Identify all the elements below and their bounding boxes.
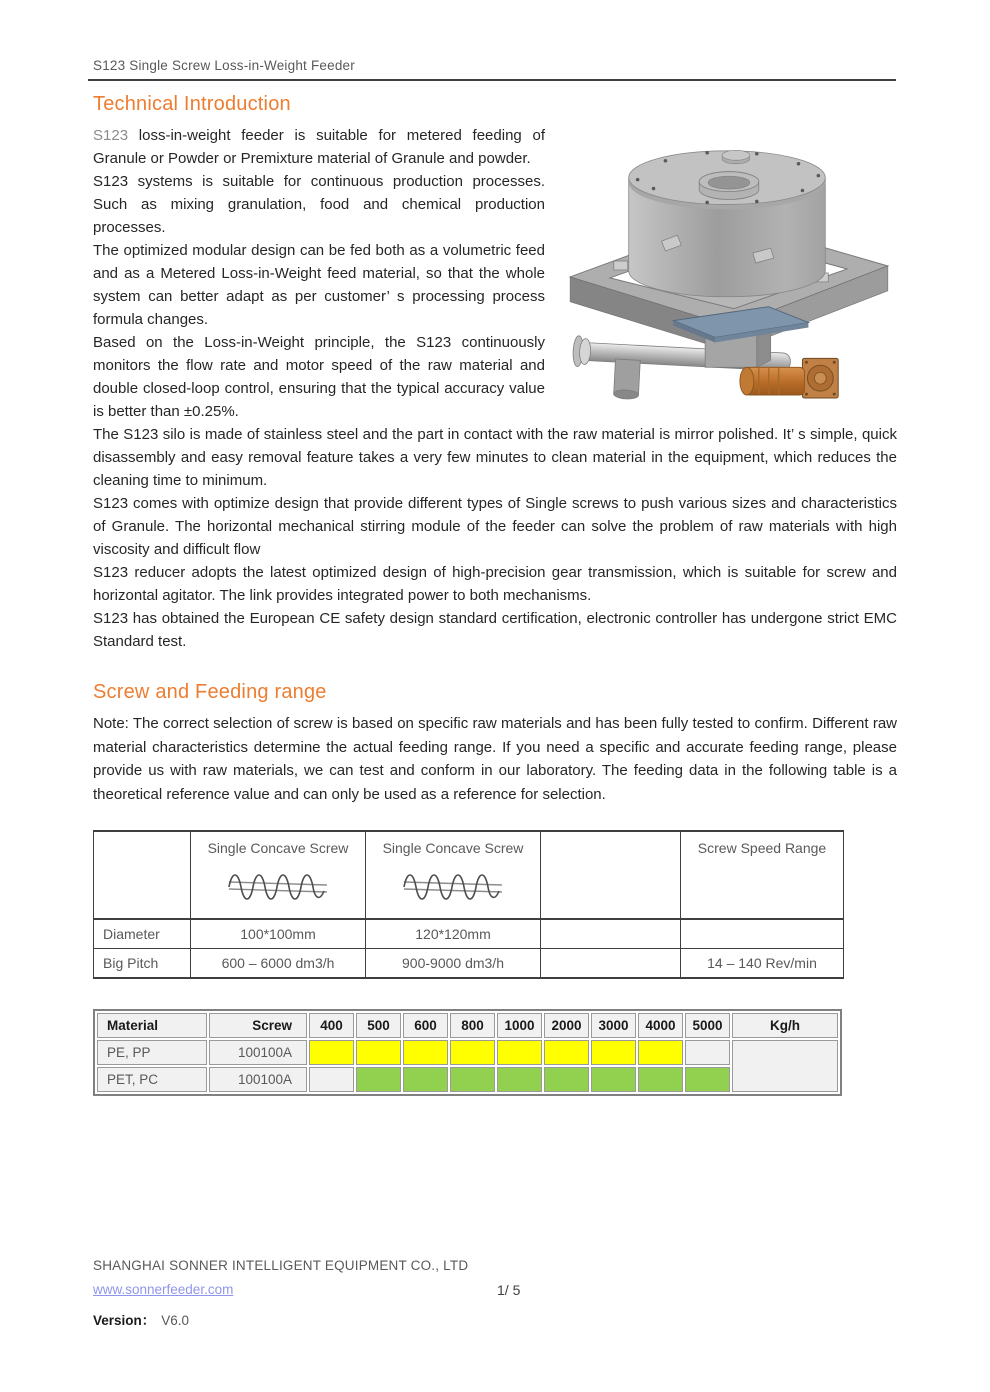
range-bar-cell-4000 bbox=[638, 1067, 683, 1092]
range-material-pet-pc: PET, PC bbox=[97, 1067, 207, 1092]
range-bar-cell-3000 bbox=[591, 1040, 636, 1065]
header-rule bbox=[88, 79, 896, 81]
range-screw-100100a: 100100A bbox=[209, 1040, 307, 1065]
technical-introduction-section bbox=[93, 124, 897, 653]
screw-table-header-concave-1: Single Concave Screw bbox=[191, 831, 366, 919]
screw-table-row-label: Diameter bbox=[94, 919, 191, 949]
range-kgh-cell bbox=[732, 1040, 838, 1092]
range-header-kg-h: Kg/h bbox=[732, 1013, 838, 1038]
screw-table-row-label: Big Pitch bbox=[94, 949, 191, 979]
range-bar-cell-1000 bbox=[497, 1040, 542, 1065]
intro-paragraph-1: S123 loss-in-weight feeder is suitable for metered feeding of Granule or Powder or Premixture material of Granule and powder. bbox=[93, 127, 545, 167]
company-name: SHANGHAI SONNER INTELLIGENT EQUIPMENT CO., LTD bbox=[93, 1258, 469, 1273]
range-bar-cell-5000 bbox=[685, 1067, 730, 1092]
intro-paragraph-4: Based on the Loss-in-Weight principle, the S123 continuously monitors the flow rate and motor speed of the raw material and double closed-loop control, ensuring that the typical accuracy value is better than ±0.25%. bbox=[93, 334, 545, 420]
range-header-3000: 3000 bbox=[591, 1013, 636, 1038]
intro-paragraph-8: S123 has obtained the European CE safety design standard certification, electronic controller has undergone strict EMC Standard test. bbox=[93, 610, 897, 650]
range-material-pe-pp: PE, PP bbox=[97, 1040, 207, 1065]
range-empty-cell-400 bbox=[309, 1067, 354, 1092]
screw-table-header-concave-2: Single Concave Screw bbox=[366, 831, 541, 919]
section-heading-screw-and-feeding-range: Screw and Feeding range bbox=[93, 681, 327, 703]
range-header-500: 500 bbox=[356, 1013, 401, 1038]
range-bar-cell-600 bbox=[403, 1040, 448, 1065]
screw-table-cell: 14 – 140 Rev/min bbox=[681, 949, 844, 979]
intro-paragraph-7: S123 reducer adopts the latest optimized design of high-precision gear transmission, which is suitable for screw and horizontal agitator. The link provides integrated power to both mechanisms. bbox=[93, 564, 897, 604]
screw-profile-icon bbox=[394, 864, 512, 906]
range-header-400: 400 bbox=[309, 1013, 354, 1038]
screw-table-cell bbox=[541, 919, 681, 949]
version-value: V6.0 bbox=[161, 1313, 190, 1328]
range-header-1000: 1000 bbox=[497, 1013, 542, 1038]
range-header-2000: 2000 bbox=[544, 1013, 589, 1038]
model-code: S123 bbox=[93, 127, 129, 144]
intro-paragraph-3: The optimized modular design can be fed both as a volumetric feed and as a Metered Loss-in-Weight feed material, so that the whole system can better adapt as per customer’ s processing process formula changes. bbox=[93, 242, 545, 328]
product-render-figure bbox=[557, 126, 897, 404]
range-screw-100100a: 100100A bbox=[209, 1067, 307, 1092]
section-heading-technical-introduction: Technical Introduction bbox=[93, 93, 291, 115]
website-link[interactable]: www.sonnerfeeder.com bbox=[93, 1282, 234, 1297]
range-bar-cell-2000 bbox=[544, 1040, 589, 1065]
document-header-title: S123 Single Screw Loss-in-Weight Feeder bbox=[93, 58, 355, 73]
feeding-range-note: Note: The correct selection of screw is based on specific raw materials and has been fully tested to confirm. Different raw material characteristics determine the actual feeding range. If you need a specific and accurate feeding range, please provide us with raw materials, we can test and conform in our laboratory. The feeding data in the following table is a theoretical reference value and can only be used as a reference for selection. bbox=[93, 715, 897, 803]
screw-profile-icon bbox=[219, 864, 337, 906]
screw-table-header-blank bbox=[541, 831, 681, 919]
screw-table-cell: 120*120mm bbox=[366, 919, 541, 949]
feeding-range-table bbox=[93, 1009, 842, 1096]
range-bar-cell-800 bbox=[450, 1040, 495, 1065]
screw-table-corner-cell bbox=[94, 831, 191, 919]
range-bar-cell-400 bbox=[309, 1040, 354, 1065]
range-header-800: 800 bbox=[450, 1013, 495, 1038]
range-bar-cell-2000 bbox=[544, 1067, 589, 1092]
intro-paragraph-2: S123 systems is suitable for continuous production processes. Such as mixing granulation, food and chemical production processes. bbox=[93, 173, 545, 236]
range-table-row bbox=[97, 1040, 838, 1065]
range-bar-cell-500 bbox=[356, 1067, 401, 1092]
range-empty-cell-5000 bbox=[685, 1040, 730, 1065]
range-header-600: 600 bbox=[403, 1013, 448, 1038]
range-bar-cell-500 bbox=[356, 1040, 401, 1065]
screw-table-header-speed-range: Screw Speed Range bbox=[681, 831, 844, 919]
range-bar-cell-600 bbox=[403, 1067, 448, 1092]
intro-paragraph-5: The S123 silo is made of stainless steel and the part in contact with the raw material is mirror polished. It’ s simple, quick disassembly and easy removal feature takes a very few minutes to clean material in the equipment, which reduces the cleaning time to minimum. bbox=[93, 426, 897, 489]
version-label: Version： bbox=[93, 1313, 156, 1328]
range-bar-cell-3000 bbox=[591, 1067, 636, 1092]
screw-table-cell bbox=[681, 919, 844, 949]
screw-spec-table bbox=[93, 830, 844, 979]
screw-table-cell bbox=[541, 949, 681, 979]
page-number: 1/ 5 bbox=[497, 1282, 521, 1298]
range-header-5000: 5000 bbox=[685, 1013, 730, 1038]
range-header-4000: 4000 bbox=[638, 1013, 683, 1038]
range-bar-cell-1000 bbox=[497, 1067, 542, 1092]
intro-paragraph-6: S123 comes with optimize design that provide different types of Single screws to push various sizes and characteristics of Granule. The horizontal mechanical stirring module of the feeder can solve the problem of raw materials with high viscosity and difficult flow bbox=[93, 495, 897, 558]
feeder-3d-render-image bbox=[557, 126, 897, 404]
version-row bbox=[93, 1309, 897, 1329]
range-bar-cell-4000 bbox=[638, 1040, 683, 1065]
range-bar-cell-800 bbox=[450, 1067, 495, 1092]
screw-table-cell: 100*100mm bbox=[191, 919, 366, 949]
screw-table-cell: 900-9000 dm3/h bbox=[366, 949, 541, 979]
range-table-row bbox=[97, 1067, 838, 1092]
range-header-material: Material bbox=[97, 1013, 207, 1038]
range-header-screw: Screw bbox=[209, 1013, 307, 1038]
screw-table-cell: 600 – 6000 dm3/h bbox=[191, 949, 366, 979]
page-footer bbox=[93, 1258, 897, 1329]
range-table-header-row bbox=[97, 1013, 838, 1038]
